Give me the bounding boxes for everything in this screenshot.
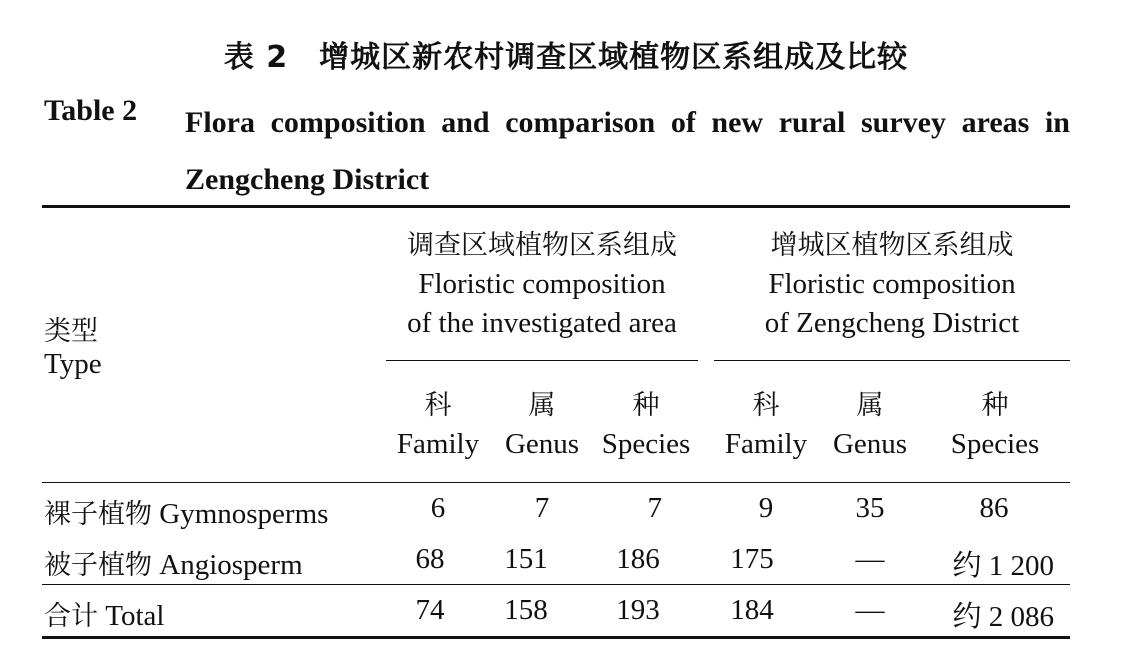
total-rule xyxy=(42,584,1070,585)
row-label-cn: 合计 xyxy=(44,601,98,632)
table-cell: 约 1 200 xyxy=(952,550,1054,582)
table-cell: 86 xyxy=(979,492,1009,524)
type-header-cn: 类型 xyxy=(44,316,98,347)
table-cell: 9 xyxy=(758,492,774,524)
subheader-species xyxy=(936,386,1054,464)
subheader-en: Family xyxy=(724,428,808,460)
subheader-genus xyxy=(822,386,918,464)
bottom-rule xyxy=(42,636,1070,639)
subheader-en: Species xyxy=(601,428,691,460)
subheader-cn: 属 xyxy=(528,390,556,421)
group-header-district xyxy=(714,226,1070,343)
table-cell: 186 xyxy=(616,543,660,575)
group-rule-left xyxy=(386,360,698,361)
table-caption-cn: 表 2 增城区新农村调查区域植物区系组成及比较 xyxy=(223,40,909,75)
row-label-en: Gymnosperms xyxy=(159,498,329,530)
subheader-cn: 属 xyxy=(856,390,884,421)
group-header-survey xyxy=(368,226,716,343)
table-cell: 68 xyxy=(415,543,445,575)
group-header-cn: 调查区域植物区系组成 xyxy=(407,230,677,261)
table-caption-title: Flora composition and comparison of new rural survey areas in Zengcheng District xyxy=(185,106,1070,196)
table-cell: 74 xyxy=(415,594,445,626)
group-rule-right xyxy=(714,360,1070,361)
table-cell: 35 xyxy=(855,492,885,524)
row-label-cn: 被子植物 xyxy=(44,550,152,581)
table-cell: 151 xyxy=(504,543,548,575)
row-label-en: Total xyxy=(105,600,165,632)
subheader-en: Family xyxy=(396,428,480,460)
table-caption-label: Table 2 xyxy=(44,94,138,127)
group-header-en-line2: of Zengcheng District xyxy=(764,307,1020,339)
table-row-label xyxy=(44,492,328,531)
header-rule xyxy=(42,482,1070,483)
subheader-cn: 科 xyxy=(752,390,780,421)
table-cell: — xyxy=(855,543,885,575)
subheader-en: Species xyxy=(950,428,1040,460)
table-row-label xyxy=(44,594,164,633)
subheader-cn: 种 xyxy=(632,390,660,421)
subheader-cn: 种 xyxy=(981,390,1009,421)
subheader-family xyxy=(388,386,488,464)
top-rule xyxy=(42,205,1070,208)
table-cell: 6 xyxy=(430,492,446,524)
table-cell: 7 xyxy=(647,492,662,524)
subheader-en: Genus xyxy=(832,428,908,460)
table-cell: 193 xyxy=(616,594,660,626)
subheader-species xyxy=(594,386,698,464)
group-header-en-line2: of the investigated area xyxy=(407,307,677,339)
subheader-cn: 科 xyxy=(424,390,452,421)
row-label-cn: 裸子植物 xyxy=(44,499,152,530)
subheader-genus xyxy=(494,386,590,464)
table-cell: 175 xyxy=(730,543,774,575)
table-row-label xyxy=(44,543,303,582)
table-cell: 184 xyxy=(730,594,774,626)
table-cell: 158 xyxy=(504,594,548,626)
group-header-en-line1: Floristic composition xyxy=(418,268,666,300)
group-header-en-line1: Floristic composition xyxy=(768,268,1016,300)
subheader-en: Genus xyxy=(504,428,580,460)
group-header-cn: 增城区植物区系组成 xyxy=(770,230,1014,261)
table-cell: — xyxy=(855,594,885,626)
subheader-family xyxy=(716,386,816,464)
type-header-en: Type xyxy=(44,348,102,380)
row-label-en: Angiosperm xyxy=(159,549,303,581)
table-cell: 约 2 086 xyxy=(952,601,1054,633)
table-cell: 7 xyxy=(534,492,550,524)
